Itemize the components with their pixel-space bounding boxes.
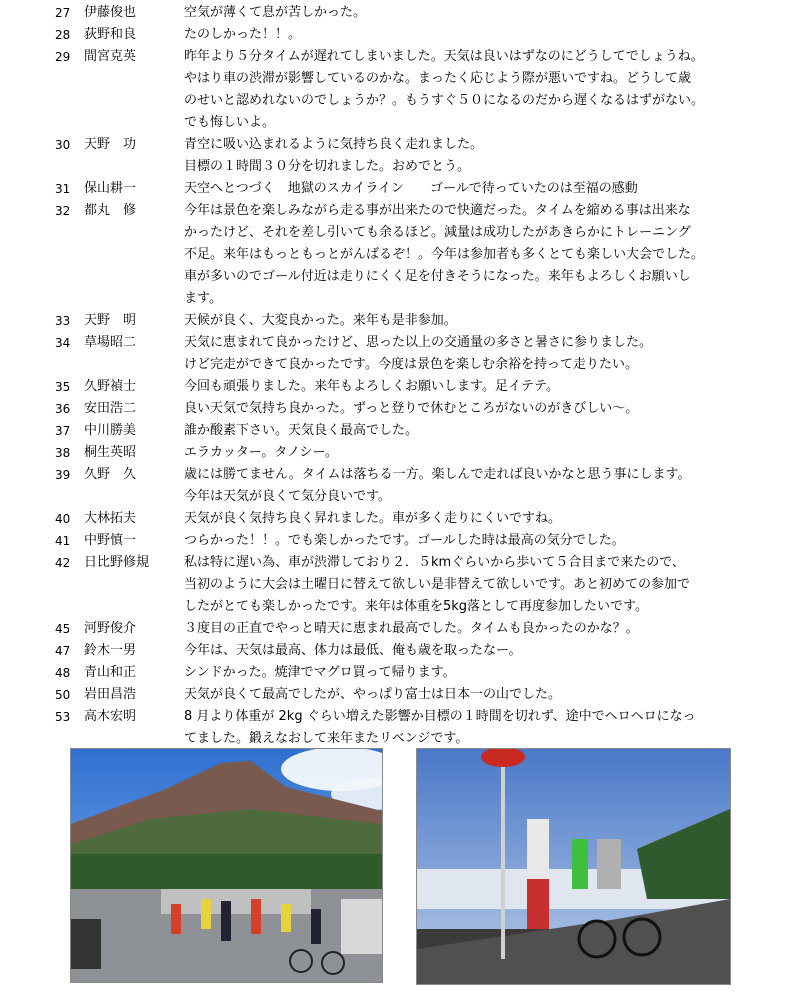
comment-row	[0, 508, 793, 530]
comment-list	[0, 2, 793, 750]
comment-row	[0, 574, 793, 596]
participant-name: 中川勝美	[84, 423, 137, 438]
entry-number: 41	[55, 534, 71, 548]
entry-number: 37	[55, 424, 71, 438]
comment-row	[0, 24, 793, 46]
comment-text: 今年は、天気は最高、体力は最低、俺も歳を取ったなー。	[184, 643, 522, 658]
mountain-crowd-photo-icon	[71, 749, 382, 982]
comment-text: 天気が良く気持ち良く昇れました。車が多く走りにくいですね。	[184, 511, 562, 526]
participant-name: 中野慎一	[84, 533, 137, 548]
participant-name: 間宮克英	[84, 49, 137, 64]
comment-row	[0, 310, 793, 332]
entry-number: 28	[55, 28, 71, 42]
comment-text: のせいと認めれないのでしょうか？。もうすぐ５０になるのだから遅くなるはずがない。	[184, 93, 705, 108]
participant-name: 桐生英昭	[84, 445, 137, 460]
comment-row	[0, 376, 793, 398]
participant-name: 草場昭二	[84, 335, 137, 350]
photo-cyclists-at-sign	[416, 748, 731, 985]
participant-name: 都丸 修	[84, 203, 137, 218]
entry-number: 39	[55, 468, 71, 482]
comment-row	[0, 530, 793, 552]
participant-name: 伊藤俊也	[84, 5, 137, 20]
comment-text: 今年は景色を楽しみながら走る事が出来たので快適だった。タイムを縮める事は出来な	[184, 203, 691, 218]
participant-name: 保山耕一	[84, 181, 137, 196]
comment-row	[0, 552, 793, 574]
participant-name: 天野 功	[84, 137, 137, 152]
comment-row	[0, 354, 793, 376]
comment-text: かったけど、それを差し引いても余るほど。減量は成功したがあきらかにトレーニング	[184, 225, 691, 240]
participant-name: 日比野修規	[84, 555, 150, 570]
comment-text: エラカッター。タノシー。	[184, 445, 338, 460]
comment-row	[0, 706, 793, 728]
comment-row	[0, 156, 793, 178]
comment-row	[0, 46, 793, 68]
entry-number: 30	[55, 138, 71, 152]
entry-number: 35	[55, 380, 71, 394]
comment-row	[0, 244, 793, 266]
participant-name: 安田浩二	[84, 401, 137, 416]
comment-text: 誰か酸素下さい。天気良く最高でした。	[184, 423, 419, 438]
entry-number: 48	[55, 666, 71, 680]
comment-row	[0, 266, 793, 288]
comment-text: ます。	[184, 291, 222, 306]
entry-number: 40	[55, 512, 71, 526]
comment-row	[0, 640, 793, 662]
entry-number: 50	[55, 688, 71, 702]
participant-name: 岩田昌浩	[84, 687, 137, 702]
comment-row	[0, 684, 793, 706]
comment-text: 目標の１時間３０分を切れました。おめでとう。	[184, 159, 471, 174]
comment-text: 車が多いのでゴール付近は走りにくく足を付きそうになった。来年もよろしくお願いし	[184, 269, 691, 284]
participant-name: 高木宏明	[84, 709, 137, 724]
comment-row	[0, 662, 793, 684]
entry-number: 42	[55, 556, 71, 570]
cyclists-at-sign-photo-icon	[417, 749, 730, 984]
comment-text: やはり車の渋滞が影響しているのかな。まったく応じよう際が悪いですね。どうして歳	[184, 71, 692, 86]
comment-row	[0, 442, 793, 464]
comment-row	[0, 200, 793, 222]
comment-row	[0, 464, 793, 486]
comment-text: ３度目の正直でやっと晴天に恵まれ最高でした。タイムも良かったのかな？。	[184, 621, 639, 636]
participant-name: 天野 明	[84, 313, 137, 328]
comment-row	[0, 398, 793, 420]
photo-mount-fuji-crowd	[70, 748, 383, 983]
comment-row	[0, 618, 793, 640]
comment-text: 天気に恵まれて良かったけど、思った以上の交通量の多さと暑さに参りました。	[184, 335, 653, 350]
comment-row	[0, 68, 793, 90]
comment-row	[0, 596, 793, 618]
entry-number: 47	[55, 644, 71, 658]
entry-number: 27	[55, 6, 71, 20]
comment-text: したがとても楽しかったです。来年は体重を5kg落として再度参加したいです。	[184, 599, 648, 614]
participant-name: 鈴木一男	[84, 643, 137, 658]
comment-row	[0, 288, 793, 310]
comment-text: 当初のように大会は土曜日に替えて欲しい是非替えて欲しいです。あと初めての参加で	[184, 577, 690, 592]
participant-name: 河野俊介	[84, 621, 137, 636]
entry-number: 29	[55, 50, 71, 64]
participant-name: 青山和正	[84, 665, 137, 680]
entry-number: 53	[55, 710, 71, 724]
comment-text: 天空へとつづく 地獄のスカイライン ゴールで待っていたのは至福の感動	[184, 181, 638, 196]
entry-number: 38	[55, 446, 71, 460]
comment-text: でも悔しいよ。	[184, 115, 276, 130]
comment-text: 私は特に遅い為、車が渋滞しており２．５kmぐらいから歩いて５合目まで来たので、	[184, 555, 685, 570]
comment-row	[0, 134, 793, 156]
comment-text: 今年は天気が良くて気分良いです。	[184, 489, 391, 504]
comment-text: 今回も頑張りました。来年もよろしくお願いします。足イテテ。	[184, 379, 560, 394]
participant-name: 大林拓夫	[84, 511, 137, 526]
comment-text: たのしかった！！。	[184, 27, 302, 42]
comment-text: てました。鍛えなおして来年またリベンジです。	[184, 731, 469, 746]
entry-number: 31	[55, 182, 71, 196]
entry-number: 45	[55, 622, 71, 636]
comment-row	[0, 90, 793, 112]
comment-row	[0, 112, 793, 134]
comment-row	[0, 2, 793, 24]
comment-text: 不足。来年はもっともっとがんばるぞ！。今年は参加者も多くとても楽しい大会でした。	[184, 247, 705, 262]
comment-text: 天候が良く、大変良かった。来年も是非参加。	[184, 313, 457, 328]
comment-row	[0, 420, 793, 442]
comment-text: 歳には勝てません。タイムは落ちる一方。楽しんで走れば良いかなと思う事にします。	[184, 467, 691, 482]
comment-row	[0, 486, 793, 508]
entry-number: 32	[55, 204, 71, 218]
participant-name: 久野 久	[84, 467, 137, 482]
comment-text: 8 月より体重が 2kg ぐらい増えた影響か目標の１時間を切れず、途中でヘロヘロになっ	[184, 709, 696, 724]
comment-text: けど完走ができて良かったです。今度は景色を楽しむ余裕を持って走りたい。	[184, 357, 638, 372]
comment-text: 青空に吸い込まれるように気持ち良く走れました。	[184, 137, 484, 152]
comment-row	[0, 332, 793, 354]
comment-text: 昨年より５分タイムが遅れてしまいました。天気は良いはずなのにどうしてでしょうね。	[184, 49, 704, 64]
comment-row	[0, 222, 793, 244]
comment-row	[0, 178, 793, 200]
comment-text: つらかった！！。でも楽しかったです。ゴールした時は最高の気分でした。	[184, 533, 625, 548]
comment-text: シンドかった。焼津でマグロ買って帰ります。	[184, 665, 456, 680]
participant-name: 久野禎士	[84, 379, 137, 394]
participant-name: 荻野和良	[84, 27, 137, 42]
entry-number: 34	[55, 336, 71, 350]
entry-number: 36	[55, 402, 71, 416]
comment-text: 天気が良くて最高でしたが、やっぱり富士は日本一の山でした。	[184, 687, 562, 702]
entry-number: 33	[55, 314, 71, 328]
comment-text: 良い天気で気持ち良かった。ずっと登りで休むところがないのがきびしい～。	[184, 401, 639, 416]
comment-text: 空気が薄くて息が苦しかった。	[184, 5, 367, 20]
comment-row	[0, 728, 793, 750]
